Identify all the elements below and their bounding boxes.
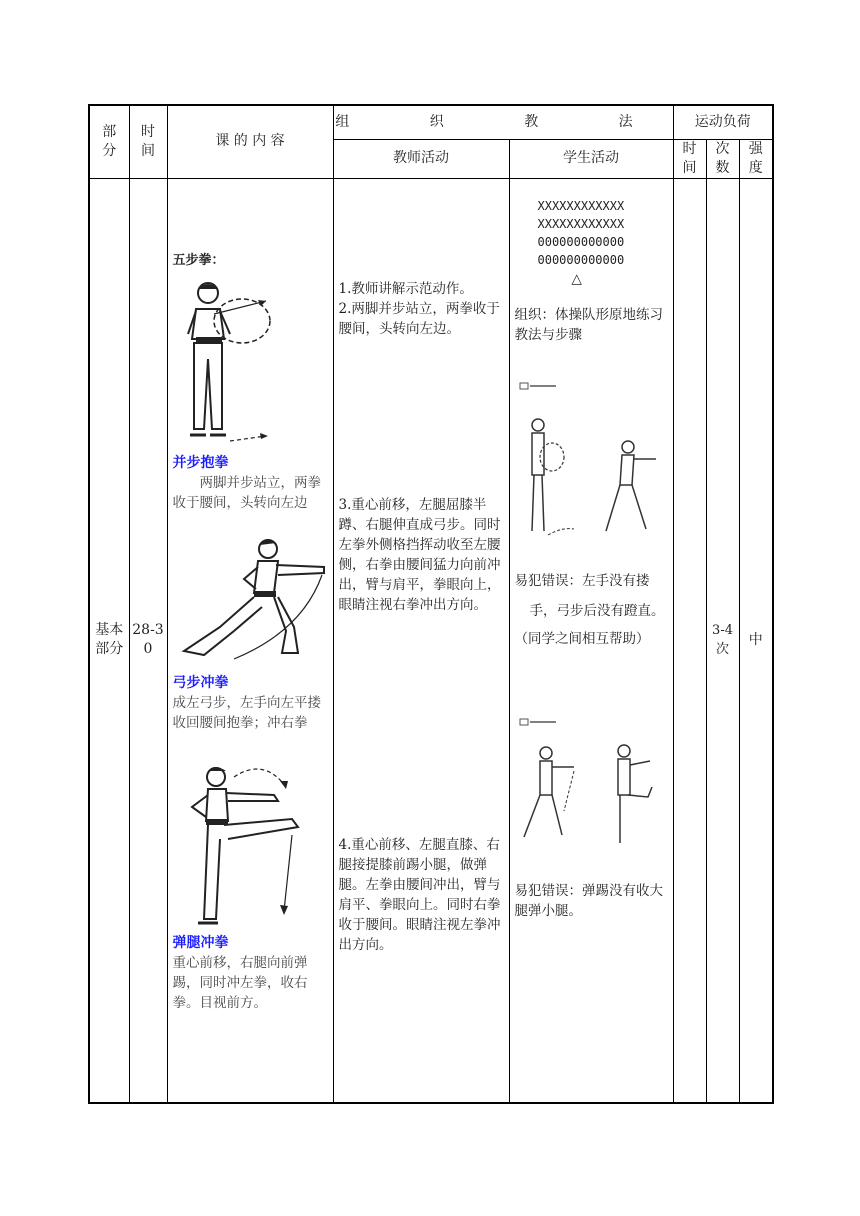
move3-desc: 重心前移，右腿向前弹踢，同时冲左拳，收右拳。目视前方。: [172, 954, 308, 1011]
teacher-step2: 2.两脚并步站立，两拳收于腰间，头转向左边。: [338, 300, 500, 337]
row-time: 28-30: [129, 178, 167, 1103]
header-part: 部分: [89, 105, 129, 178]
content-title: 五步拳：: [172, 252, 225, 268]
move2-name: 弓步冲拳: [172, 674, 229, 691]
teacher-step1: 1.教师讲解示范动作。: [338, 280, 473, 297]
teacher-cell: [333, 178, 509, 1103]
header-load-intensity: 强度: [739, 139, 773, 178]
header-method: 组 织 教 法: [333, 105, 673, 139]
formation-row-3: 000000000000: [537, 234, 625, 249]
kick-figure-icon: [174, 759, 330, 931]
header-load-count: 次数: [706, 139, 739, 178]
move3-name: 弹腿冲拳: [172, 934, 229, 951]
content-cell: [167, 178, 333, 1103]
header-student: 学生活动: [509, 139, 673, 178]
formation-row-4: 000000000000: [537, 252, 625, 267]
header-load-time: 时间: [673, 139, 706, 178]
teacher-step3: 3.重心前移，左腿屈膝半蹲、右腿伸直成弓步。同时左拳外侧格挡挥动收至左腰侧，右拳由腰间猛力向前冲出，臂与肩平，拳眼向上，眼睛注视右拳冲出方向。: [338, 496, 501, 613]
move2-desc: 成左弓步，左手向左平搂收回腰间抱拳；冲右拳: [172, 694, 321, 731]
student-error1-a: 易犯错误：左手没有搂: [514, 572, 650, 589]
header-load: 运动负荷: [673, 105, 773, 139]
teacher-position-mark: △: [571, 270, 582, 287]
student-help: （同学之间相互帮助）: [514, 630, 650, 647]
formation-row-1: XXXXXXXXXXXX: [537, 198, 625, 213]
header-teacher: 教师活动: [333, 139, 509, 178]
move1-desc: 两脚并步站立，两拳收于腰间，头转向左边: [172, 474, 321, 511]
stance-figure-icon: [174, 279, 274, 451]
teacher-step4: 4.重心前移、左腿直膝、右腿接提膝前踢小腿，做弹腿。左拳由腰间冲出，臂与肩平、拳眼向上。同时右拳收于腰间。眼睛注视左拳冲出方向。: [338, 836, 501, 953]
bow-stance-figure-icon: [174, 531, 330, 663]
move1-name: 并步抱拳: [172, 454, 229, 471]
student-organization: 组织：体操队形原地练习教法与步骤: [514, 306, 663, 343]
formation-row-2: XXXXXXXXXXXX: [537, 216, 625, 231]
student-error1-b: 手，弓步后没有蹬直。: [529, 602, 665, 619]
row-load-time: [673, 178, 706, 1103]
row-load-count: 3-4次: [706, 178, 739, 1103]
header-content: 课 的 内 容: [167, 105, 333, 178]
lesson-plan-table: [88, 104, 774, 1104]
student-cell: [509, 178, 673, 1103]
student-error2: 易犯错误：弹踢没有收大腿弹小腿。: [514, 882, 663, 919]
header-time: 时间: [129, 105, 167, 178]
front-kick-illustration-icon: [516, 715, 666, 851]
row-load-intensity: 中: [739, 178, 773, 1103]
bow-stance-illustration-icon: [516, 379, 666, 547]
row-part: 基本部分: [89, 178, 129, 1103]
